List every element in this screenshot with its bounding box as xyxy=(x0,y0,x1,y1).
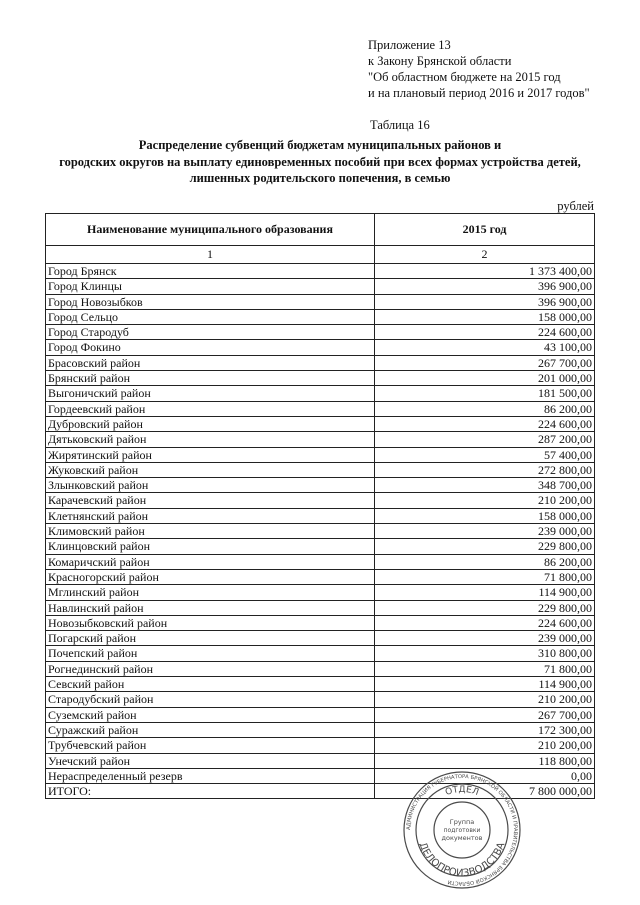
table-header-row xyxy=(46,214,595,246)
subsidy-amount: 201 000,00 xyxy=(375,371,595,386)
subsidy-amount: 224 600,00 xyxy=(375,416,595,431)
table-row xyxy=(46,554,595,569)
column-header-name: Наименование муниципального образования xyxy=(46,214,375,246)
municipality-name: Стародубский район xyxy=(46,692,375,707)
table-row xyxy=(46,524,595,539)
municipality-name: Климовский район xyxy=(46,524,375,539)
municipality-name: Трубчевский район xyxy=(46,738,375,753)
subsidy-amount: 210 200,00 xyxy=(375,738,595,753)
table-label: Таблица 16 xyxy=(370,118,430,132)
municipality-name: Комаричский район xyxy=(46,554,375,569)
municipality-name: Город Клинцы xyxy=(46,279,375,294)
table-row xyxy=(46,386,595,401)
table-row xyxy=(46,264,595,279)
table-row xyxy=(46,692,595,707)
municipality-name: ИТОГО: xyxy=(46,784,375,799)
table-row xyxy=(46,462,595,477)
subsidy-amount: 229 800,00 xyxy=(375,600,595,615)
municipality-name: Брянский район xyxy=(46,371,375,386)
municipality-name: Город Фокино xyxy=(46,340,375,355)
municipality-name: Город Стародуб xyxy=(46,325,375,340)
municipality-name: Рогнединский район xyxy=(46,661,375,676)
table-row xyxy=(46,615,595,630)
municipality-name: Навлинский район xyxy=(46,600,375,615)
subsidy-amount: 310 800,00 xyxy=(375,646,595,661)
subsidy-amount: 86 200,00 xyxy=(375,554,595,569)
table-row xyxy=(46,493,595,508)
currency-unit: рублей xyxy=(557,199,594,213)
subsidy-amount: 172 300,00 xyxy=(375,722,595,737)
table-row xyxy=(46,707,595,722)
stamp-ring-text: АДМИНИСТРАЦИЯ ГУБЕРНАТОРА БРЯНСКОЙ ОБЛАСТИ И ПРАВИТЕЛЬСТВА БРЯНСКОЙ ОБЛАСТИ xyxy=(405,773,519,887)
table-row xyxy=(46,631,595,646)
title-line: лишенных родительского попечения, в семью xyxy=(189,171,451,185)
subsidy-amount: 267 700,00 xyxy=(375,355,595,370)
municipality-name: Город Новозыбков xyxy=(46,294,375,309)
municipality-name: Злынковский район xyxy=(46,478,375,493)
subsidy-amount: 0,00 xyxy=(375,768,595,783)
municipality-name: Погарский район xyxy=(46,631,375,646)
municipality-name: Выгоничский район xyxy=(46,386,375,401)
appendix-line: и на плановый период 2016 и 2017 годов" xyxy=(368,86,590,100)
table-row xyxy=(46,753,595,768)
appendix-header xyxy=(368,37,590,101)
subsidy-amount: 158 000,00 xyxy=(375,508,595,523)
municipality-name: Суражский район xyxy=(46,722,375,737)
table-row xyxy=(46,294,595,309)
subsidy-amount: 224 600,00 xyxy=(375,325,595,340)
table-row xyxy=(46,325,595,340)
stamp-bottom-text: ДЕЛОПРОИЗВОДСТВА xyxy=(416,840,508,880)
subsidy-amount: 267 700,00 xyxy=(375,707,595,722)
subsidy-amount: 210 200,00 xyxy=(375,692,595,707)
table-row xyxy=(46,371,595,386)
subsidy-amount: 118 800,00 xyxy=(375,753,595,768)
subsidy-amount: 229 800,00 xyxy=(375,539,595,554)
municipality-name: Нераспределенный резерв xyxy=(46,768,375,783)
table-row xyxy=(46,340,595,355)
municipality-name: Новозыбковский район xyxy=(46,615,375,630)
subsidy-amount: 114 900,00 xyxy=(375,585,595,600)
column-number-row xyxy=(46,246,595,264)
subsidy-amount: 7 800 000,00 xyxy=(375,784,595,799)
subsidy-amount: 210 200,00 xyxy=(375,493,595,508)
stamp-center-line: подготовки xyxy=(443,827,481,834)
office-stamp xyxy=(402,770,522,890)
subsidy-amount: 239 000,00 xyxy=(375,631,595,646)
subsidy-amount: 71 800,00 xyxy=(375,661,595,676)
stamp-top-text: ОТДЕЛ xyxy=(444,784,480,799)
subsidy-amount: 114 900,00 xyxy=(375,677,595,692)
table-row xyxy=(46,508,595,523)
municipality-name: Клетнянский район xyxy=(46,508,375,523)
municipality-name: Дубровский район xyxy=(46,416,375,431)
municipality-name: Мглинский район xyxy=(46,585,375,600)
stamp-center-line: документов xyxy=(441,834,483,842)
municipality-name: Город Брянск xyxy=(46,264,375,279)
table-row xyxy=(46,585,595,600)
municipality-name: Красногорский район xyxy=(46,569,375,584)
municipality-name: Дятьковский район xyxy=(46,432,375,447)
table-row xyxy=(46,539,595,554)
table-row xyxy=(46,355,595,370)
table-row xyxy=(46,646,595,661)
subsidy-amount: 239 000,00 xyxy=(375,524,595,539)
municipality-name: Почепский район xyxy=(46,646,375,661)
table-row xyxy=(46,309,595,324)
subsidy-amount: 43 100,00 xyxy=(375,340,595,355)
subsidy-amount: 348 700,00 xyxy=(375,478,595,493)
table-row xyxy=(46,401,595,416)
subsidy-amount: 396 900,00 xyxy=(375,294,595,309)
subsidy-amount: 86 200,00 xyxy=(375,401,595,416)
column-number: 2 xyxy=(375,246,595,264)
document-title xyxy=(30,137,610,187)
subsidy-amount: 1 373 400,00 xyxy=(375,264,595,279)
municipality-name: Город Сельцо xyxy=(46,309,375,324)
table-row xyxy=(46,722,595,737)
table-row xyxy=(46,416,595,431)
table-row xyxy=(46,569,595,584)
municipality-name: Суземский район xyxy=(46,707,375,722)
column-number: 1 xyxy=(46,246,375,264)
table-row xyxy=(46,432,595,447)
table-row xyxy=(46,447,595,462)
stamp-center-line: Группа xyxy=(449,818,475,826)
municipality-name: Унечский район xyxy=(46,753,375,768)
municipality-name: Брасовский район xyxy=(46,355,375,370)
subsidy-amount: 272 800,00 xyxy=(375,462,595,477)
table-row xyxy=(46,478,595,493)
municipality-name: Карачевский район xyxy=(46,493,375,508)
appendix-line: "Об областном бюджете на 2015 год xyxy=(368,70,561,84)
subsidy-amount: 287 200,00 xyxy=(375,432,595,447)
title-line: городских округов на выплату единовременных пособий при всех формах устройства детей, xyxy=(59,154,581,169)
municipality-name: Севский район xyxy=(46,677,375,692)
appendix-line: к Закону Брянской области xyxy=(368,54,512,68)
table-row xyxy=(46,600,595,615)
subsidy-amount: 158 000,00 xyxy=(375,309,595,324)
table-body xyxy=(46,264,595,799)
municipality-name: Жуковский район xyxy=(46,462,375,477)
title-line: Распределение субвенций бюджетам муниципальных районов и xyxy=(138,138,502,152)
municipality-name: Жирятинский район xyxy=(46,447,375,462)
subsidy-amount: 181 500,00 xyxy=(375,386,595,401)
municipality-name: Гордеевский район xyxy=(46,401,375,416)
table-row xyxy=(46,279,595,294)
subsidy-amount: 224 600,00 xyxy=(375,615,595,630)
subsidy-amount: 396 900,00 xyxy=(375,279,595,294)
subsidy-amount: 57 400,00 xyxy=(375,447,595,462)
subsidy-amount: 71 800,00 xyxy=(375,569,595,584)
table-row xyxy=(46,738,595,753)
table-row xyxy=(46,661,595,676)
municipality-name: Клинцовский район xyxy=(46,539,375,554)
column-header-year: 2015 год xyxy=(375,214,595,246)
subsidy-table xyxy=(45,213,595,799)
appendix-line: Приложение 13 xyxy=(368,38,451,52)
table-row xyxy=(46,677,595,692)
